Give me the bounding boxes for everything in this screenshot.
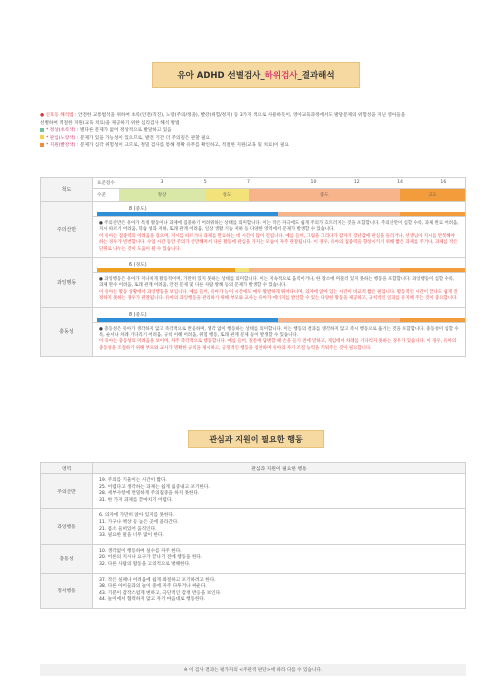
support-item: 25. 어렵다고 생각하는 과제는 쉽게 싫증내고 포기한다. (99, 484, 210, 490)
score-bar-track (97, 212, 465, 216)
score-bar-fill (97, 318, 278, 322)
guide-line (40, 135, 460, 143)
domain-name: 주의산만 (41, 202, 93, 258)
scale-band: 경도 (205, 189, 248, 201)
guide-text: 별다른 문제가 없어 정상적으로 발달하고 있음 (78, 128, 172, 134)
support-area: 과잉행동 (41, 509, 93, 544)
legend-swatch (40, 135, 44, 139)
support-item: 43. 기분이 갑작스럽게 변하고, 극단적인 감정 반응을 보인다. (99, 590, 222, 596)
domain-description (93, 322, 466, 357)
legend-swatch (40, 143, 44, 147)
support-item: 10. 생각없이 행동하여 실수를 자주 한다. (99, 548, 182, 554)
scale-tick: 3 (160, 180, 164, 185)
support-item: 19. 주의를 기울이는 시간이 짧다. (99, 478, 167, 483)
domain-detail: 이 유아는 활동 상황에서 과잉행동을 보입니다. 예를 들어, 유아가 놀이 시간에도 매우 활발하게 뛰어다니며, 의자에 앉아 있는 시간이 비교적 짧은 편입니다. 활동적인 시간이 끝나도 쉽게 진정하지 못하는 경우가 관찰됩니다. 유아의 과잉행동을 관리하기 위해 부모와 교사는 유아가 에너지를 발산할 수 있는 다양한 활동을 제공하고, 규칙적인 일과를 유지해 주는 것이 중요합니다. (99, 289, 458, 302)
score-bar-track (97, 268, 465, 272)
report-title (152, 62, 360, 88)
guide-line (40, 120, 460, 128)
header-score: 표준점수 (97, 181, 115, 186)
guide-text: 선별하여 적절한 지원(교육 치료)을 제공하기 위한 심리검사 해석 방법 (40, 120, 180, 126)
bar-band-underlay (400, 318, 465, 322)
guide-text: 안전한 교통법석을 위하여 초록(안전/직진), 노랑(주의/정졸), 빨강(위험/정지) 등 3가지 색으로 사용하듯이, 영아교육과정에서도 발달문제의 위험성을 지닌 영아들을 (76, 113, 406, 118)
domain-definition: ● 주의산만은 유아가 특정 활동이나 과제에 집중하기 어려워하는 상태를 의미합니다. 이는 작은 자극에도 쉽게 주의가 흐트러지는 것을 포함합니다. 주의산만이 심할 수록, 과제 완료 어려움, 지시 따르기 어려움, 학습 성과 저하, 또래 관계 어려움, 일상 생활 기능 저하 등 다양한 영역에서 문제가 발생할 수 있습니다. (99, 221, 459, 233)
guide-key: * 지원(빨강색) : (46, 143, 79, 149)
footer-note: ※ 이 검사 결과는 평가자의 <주관적 판단>에 따라 다를 수 있습니다. (40, 664, 466, 676)
scale-band: 중도 (249, 189, 401, 201)
guide-key: * 정상(초록색) : (46, 128, 79, 134)
score-bar-track (97, 318, 465, 322)
title-prefix: 유아 ADHD 선별검사_ (177, 71, 265, 81)
score-label: 8 (중도) (129, 312, 147, 318)
domain-description (93, 273, 466, 308)
support-item: 31. 한 가지 과제를 끝마치기 어렵다. (99, 497, 173, 503)
support-items (93, 573, 466, 608)
interpretation-guide (40, 112, 460, 150)
scale-bands (93, 189, 465, 201)
guide-line (40, 142, 460, 150)
domain-detail: 이 유아는 집중력의 어려움을 겪으며, 지시를 따르거나 과제를 완료하는 데 시간이 많이 걸립니다. 예를 들어, 그림을 그리다가 갑자기 장난감에 관심을 돌리거나, 선생님이 지시를 반복해야 하는 경우가 빈번합니다. 수업 시간 동안 주의가 산만해져서 다른 활동에 관심을 가지는 모습이 자주 관찰됩니다. 이 경우, 유아의 집중력을 향상시키기 위해 짧은 과제를 주거나, 과제를 작은 단위로 나누는 것이 도움이 될 수 있습니다. (99, 233, 458, 252)
scale-band: 고도 (400, 189, 465, 201)
scale-tick: 16 (440, 180, 447, 185)
score-bar-row (93, 308, 465, 322)
score-label: 6 (경도) (129, 263, 147, 269)
domain-detail: 이 유아는 충동성의 어려움을 보이며, 자주 즉각적으로 행동합니다. 예를 들어, 질문에 답변할 때 손을 들기 전에 말하고, 게임에서 차례를 기다리지 못하는 경우가 있습니다. 이 경우, 유아의 충동성을 조절하기 위해 부모와 교사가 명확한 규칙을 제시하고, 긍정적인 행동을 칭찬하며 유아의 자기 조절 능력을 키워주는 것이 필요합니다. (99, 339, 457, 351)
title-highlight: 하위검사 (264, 71, 298, 81)
support-item: 28. 세부사항에 면밀하게 주의집중을 하지 못한다. (99, 491, 200, 497)
support-item: 20. 어른의 지시나 요구가 끝나기 전에 행동을 한다. (99, 555, 203, 561)
scale-ticks-cell (93, 178, 466, 189)
support-area: 주의산만 (41, 474, 93, 509)
scale-ticks (93, 178, 465, 188)
domain-name: 과잉행동 (41, 258, 93, 308)
guide-key: * 관심(노랑색) : (46, 135, 79, 141)
support-item: 44. 놀이에서 협력하지 않고 자기 마음대로 행동한다. (99, 597, 206, 603)
support-item: 6. 의자에 가만히 앉아 있지를 못한다. (99, 513, 175, 519)
support-item: 38. 다른 아이들과의 놀이 중에 자주 다투거나 싸운다. (99, 584, 207, 590)
legend-swatch (40, 128, 44, 132)
support-item: 37. 작은 실패나 어려움에 쉽게 좌절하고 포기하려고 한다. (99, 577, 216, 583)
domain-definition: ● 과잉행동은 유아가 지나치게 활동적이며, 가만히 있지 못하는 상태를 의미합니다. 이는 지속적으로 움직이거나, 한 장소에 머물러 있지 못하는 행동을 포함합니다. 과잉행동이 심할 수록, 과제 완수 어려움, 또래 관계 어려움, 안전 문제 및 다른 사람 방해 등의 문제가 발생할 수 있습니다. (99, 277, 455, 289)
support-area: 충동성 (41, 544, 93, 573)
guide-line (40, 112, 460, 120)
domain-score-cell (93, 202, 466, 217)
scale-band: 정상 (119, 189, 206, 201)
scale-tick: 14 (397, 180, 403, 185)
domain-score-cell (93, 258, 466, 273)
score-table (40, 177, 466, 357)
support-area: 정서행동 (41, 573, 93, 608)
support-items (93, 509, 466, 544)
bar-band-underlay (400, 268, 465, 272)
score-bar-row (93, 258, 465, 272)
score-bar-fill (97, 268, 235, 272)
support-item: 11. 가구나 책상 등 높은 곳에 올라간다. (99, 519, 179, 525)
score-bar-row (93, 202, 465, 216)
guide-text: 문제가 심각 위험성이 크므로, 정밀 검사를 통해 정확 유무를 확인하고, 적절한 지원(교육 및 치료)이 필요 (78, 143, 289, 149)
header-level: 수준 (97, 193, 106, 198)
domain-description (93, 217, 466, 258)
guide-line (40, 127, 460, 135)
support-items (93, 544, 466, 573)
title-suffix: _결과해석 (297, 71, 335, 81)
scale-tick: 7 (247, 180, 250, 185)
header-area: 척도 (41, 178, 93, 202)
support-item: 32. 다른 사람의 활동을 고의적으로 방해한다. (99, 561, 191, 567)
domain-name: 충동성 (41, 307, 93, 357)
domain-score-cell (93, 307, 466, 322)
support-header-area: 영역 (41, 463, 93, 474)
guide-key: ● 신호등 해석법 : (40, 113, 77, 118)
support-section-title: 관심과 지원이 필요한 행동 (188, 430, 324, 448)
support-header-items: 관심과 지원이 필요한 행동 (93, 463, 466, 474)
bar-band-underlay (249, 268, 401, 272)
support-item: 21. 몸소 들떠있어 움직인다. (99, 526, 157, 532)
scale-tick: 10 (310, 180, 317, 185)
support-item: 33. 필요한 말을 너무 많이 한다. (99, 533, 164, 539)
scale-tick: 5 (203, 180, 207, 185)
score-label: 8 (중도) (129, 207, 147, 212)
bar-band-underlay (400, 212, 465, 216)
support-items (93, 474, 466, 509)
scale-bands-cell (93, 189, 466, 202)
score-bar-fill (97, 212, 278, 216)
support-table (40, 462, 466, 609)
guide-text: 문제가 있을 가능성이 있으므로, 발견 기간 더 주의깊은 관찰 필요 (78, 135, 210, 141)
domain-definition: ● 충동성은 유아가 생각하지 않고 즉각적으로 반응하며, 생각 없이 행동하는 상태를 의미합니다. 이는 행동의 결과를 생각하지 않고 즉시 행동으로 옮기는 것을 포함합니다. 충동성이 심할 수록, 순서나 차례 기다리기 어려움, 규칙 이해 어려움, 위험 행동, 또래 관계 문제 등이 발생할 수 있습니다. (99, 326, 459, 339)
scale-tick: 12 (353, 180, 360, 185)
